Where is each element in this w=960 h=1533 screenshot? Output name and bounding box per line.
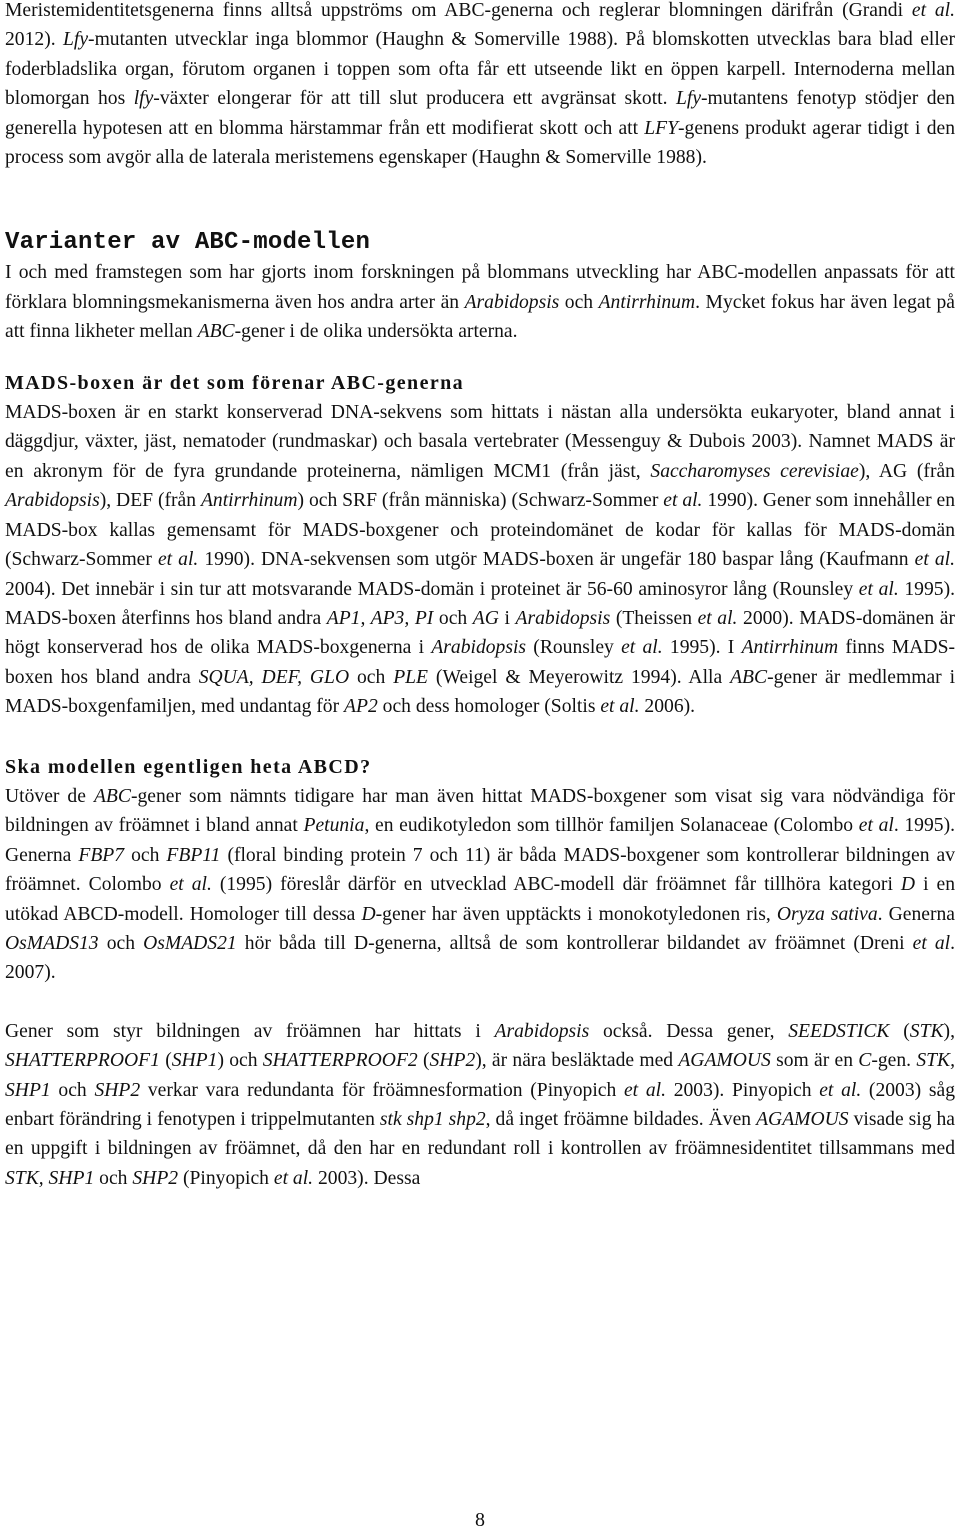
italic-term: Lfy: [63, 29, 89, 51]
italic-term: Antirrhinum: [741, 637, 839, 659]
italic-term: SQUA, DEF, GLO: [198, 666, 350, 688]
italic-term: ABC: [197, 321, 235, 343]
italic-term: Arabidopsis: [494, 1020, 590, 1042]
italic-term: OsMADS21: [143, 932, 237, 954]
paragraph-mads-box: MADS-boxen är en starkt konserverad DNA-sekvens som hittats i nästan alla undersökta eukaryoter, bland annat i däggdjur, växter, jäst, nematoder (rundmaskar) och basala vertebrater (Messenguy & Dubois 2003). Namnet MADS är en akronym för de fyra grundande proteinerna, nämligen MCM1 (från jäst, Saccharomyses cerevisiae), AG (från Arabidopsis), DEF (från Antirrhinum) och SRF (från människa) (Schwarz-Sommer et al. 1990). Gener som innehåller en MADS-box kallas gemensamt för MADS-boxgener och proteindomänet de kodar för kallas för MADS-domän (Schwarz-Sommer et al. 1990). DNA-sekvensen som utgör MADS-boxen är ungefär 180 baspar lång (Kaufmann et al. 2004). Det innebär i sin tur att motsvarande MADS-domän i proteinet är 56-60 aminosyror lång (Rounsley et al. 1995). MADS-boxen återfinns hos bland andra AP1, AP3, PI och AG i Arabidopsis (Theissen et al. 2000). MADS-domänen är högt konserverad hos de olika MADS-boxgenerna i Arabidopsis (Rounsley et al. 1995). I Antirrhinum finns MADS-boxen hos bland andra SQUA, DEF, GLO och PLE (Weigel & Meyerowitz 1994). Alla ABC-gener är medlemmar i MADS-boxgenfamiljen, med undantag för AP2 och dess homologer (Soltis et al. 2006).: [5, 402, 956, 718]
italic-term: AP1, AP3, PI: [326, 607, 434, 629]
italic-term: et al.: [157, 549, 199, 571]
italic-term: STK, SHP1: [5, 1050, 955, 1101]
italic-term: Petunia: [303, 815, 365, 837]
italic-term: Antirrhinum: [200, 490, 298, 512]
italic-term: FBP7: [78, 844, 125, 866]
italic-term: SHP2: [429, 1050, 476, 1072]
italic-term: FBP11: [166, 844, 221, 866]
italic-term: ABC: [730, 666, 768, 688]
paragraph-ovule-genes: Gener som styr bildningen av fröämnen har hittats i Arabidopsis också. Dessa gener, SEEDSTICK (STK), SHATTERPROOF1 (SHP1) och SHATTERPROOF2 (SHP2), är nära besläktade med AGAMOUS som är en C-gen. STK, SHP1 och SHP2 verkar vara redundanta för fröämnesformation (Pinyopich et al. 2003). Pinyopich et al. (2003) såg enbart förändring i fenotypen i trippelmutanten stk shp1 shp2, då inget fröämne bildades. Även AGAMOUS visade sig ha en uppgift i bildningen av fröämnet, då den har en redundant roll i kontrollen av fröämnesidentitet tillsammans med STK, SHP1 och SHP2 (Pinyopich et al. 2003). Dessa: [5, 1020, 956, 1189]
subsection-heading-mads-box: MADS-boxen är det som förenar ABC-generna: [5, 371, 465, 394]
italic-term: ABC: [93, 785, 131, 807]
italic-term: D: [900, 874, 916, 896]
italic-term: AP2: [344, 696, 378, 718]
italic-term: stk shp1 shp2: [379, 1109, 486, 1130]
italic-term: lfy: [133, 88, 154, 110]
italic-term: Lfy: [675, 88, 702, 110]
paragraph-lfy-mutant: Meristemidentitetsgenerna finns alltså uppströms om ABC-generna och reglerar blomningen därifrån (Grandi et al. 2012). Lfy-mutanten utvecklar inga blommor (Haughn & Somerville 1988). På blomskotten utvecklas bara blad eller foderbladslika organ, förutom organen i toppen som ofta får ett utseende likt en öppen karpell. Internoderna mellan blomorgan hos lfy-växter elongerar för att till slut producera ett avgränsat skott. Lfy-mutantens fenotyp stödjer den generella hypotesen att en blomma härstammar från ett modifierat skott och att LFY-genens produkt agerar tidigt i den process som avgör alla de laterala meristemens egenskaper (Haughn & Somerville 1988).: [5, 0, 955, 169]
italic-term: Arabidopsis: [515, 607, 611, 629]
italic-term: Oryza sativa: [776, 903, 878, 925]
italic-term: et al: [858, 815, 894, 837]
italic-term: PLE: [393, 666, 429, 688]
italic-term: AGAMOUS: [678, 1050, 771, 1072]
italic-term: SHP1: [171, 1050, 218, 1072]
italic-term: et al.: [663, 490, 703, 512]
italic-term: SHATTERPROOF1: [5, 1050, 160, 1072]
italic-term: D: [361, 903, 376, 925]
italic-term: et al: [912, 932, 951, 954]
italic-term: et al.: [914, 549, 955, 571]
italic-term: LFY: [644, 117, 679, 139]
italic-term: AGAMOUS: [756, 1109, 849, 1130]
section-heading-varianter: Varianter av ABC-modellen: [5, 229, 371, 257]
italic-term: STK, SHP1: [5, 1167, 95, 1189]
italic-term: Arabidopsis: [464, 291, 560, 313]
italic-term: et al.: [819, 1079, 862, 1101]
italic-term: C: [858, 1050, 872, 1072]
paragraph-abc-model-variants: I och med framstegen som har gjorts inom forskningen på blommans utveckling har ABC-modellen anpassats för att förklara blomningsmekanismerna även hos andra arter än Arabidopsis och Antirrhinum. Mycket fokus har även legat på att finna likheter mellan ABC-gener i de olika undersökta arterna.: [5, 262, 955, 343]
italic-term: et al.: [169, 874, 212, 896]
italic-term: Saccharomyses cerevisiae: [650, 460, 859, 482]
italic-term: et al.: [858, 578, 899, 600]
italic-term: OsMADS13: [5, 932, 99, 954]
italic-term: STK: [909, 1020, 944, 1042]
italic-term: Arabidopsis: [5, 490, 100, 512]
italic-term: et al.: [623, 1079, 666, 1101]
italic-term: SHATTERPROOF2: [262, 1050, 418, 1072]
italic-term: AG: [472, 607, 499, 629]
italic-term: et al.: [600, 696, 640, 718]
italic-term: et al.: [273, 1167, 314, 1189]
italic-term: et al.: [911, 0, 955, 21]
italic-term: SEEDSTICK: [788, 1020, 890, 1042]
italic-term: Antirrhinum: [598, 291, 696, 313]
italic-term: et al.: [697, 607, 738, 629]
italic-term: SHP2: [94, 1079, 141, 1101]
paragraph-abcd-model: Utöver de ABC-gener som nämnts tidigare har man även hittat MADS-boxgener som visat sig vara nödvändiga för bildningen av fröämnet i bland annat Petunia, en eudikotyledon som tillhör familjen Solanaceae (Colombo et al. 1995). Generna FBP7 och FBP11 (floral binding protein 7 och 11) är båda MADS-boxgener som kontrollerar bildningen av fröämnet. Colombo et al. (1995) föreslår därför en utvecklad ABC-modell där fröämnet får tillhöra kategori D i en utökad ABCD-modell. Homologer till dessa D-gener har även upptäckts i monokotyledonen ris, Oryza sativa. Generna OsMADS13 och OsMADS21 hör båda till D-generna, alltså de som kontrollerar bildandet av fröämnet (Dreni et al. 2007).: [5, 785, 956, 984]
italic-term: SHP2: [132, 1167, 179, 1189]
italic-term: et al.: [621, 637, 663, 659]
document-page: [5, 0, 955, 1193]
italic-term: Arabidopsis: [431, 637, 527, 659]
subsection-heading-abcd: Ska modellen egentligen heta ABCD?: [5, 755, 372, 778]
page-number: 8: [475, 1509, 485, 1531]
